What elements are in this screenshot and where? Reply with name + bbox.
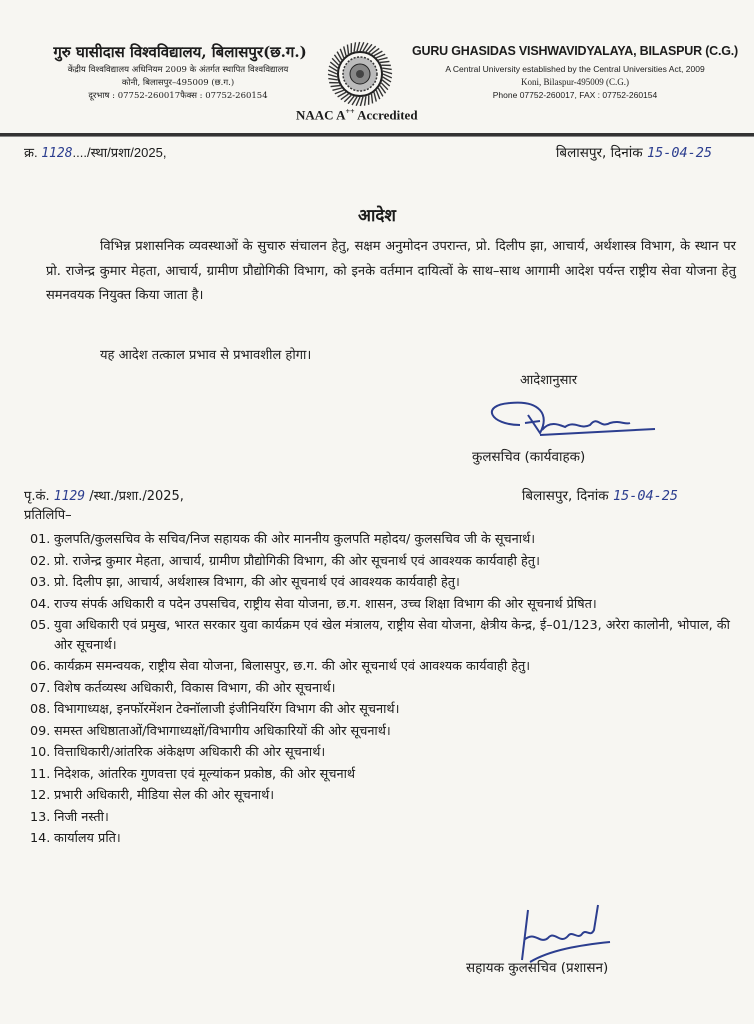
list-item: 08. विभागाध्यक्ष, इनफॉरमेंशन टेक्नॉलाजी इंजीनियरिंग विभाग की ओर सूचनार्थ। [30, 702, 400, 717]
hindi-act-line: केंद्रीय विश्वविद्यालय अधिनियम 2009 के अंतर्गत स्थापित विश्वविद्यालय [67, 65, 289, 75]
list-item: 12. प्रभारी अधिकारी, मीडिया सेल की ओर सूचनार्थ। [30, 788, 275, 803]
copy-label: प्रतिलिपि– [24, 508, 72, 523]
english-act-line: A Central University established by the Central Universities Act, 2009 [445, 64, 705, 74]
university-emblem-icon [327, 41, 393, 107]
list-item: 11. निदेशक, आंतरिक गुणवत्ता एवं मूल्यांकन प्रकोष्ठ, की ओर सूचनार्थ [30, 766, 356, 782]
order-effect: यह आदेश तत्काल प्रभाव से प्रभावशील होगा। [100, 348, 312, 363]
order-reference: क्र. 1128..../स्था/प्रशा/2025, [24, 145, 167, 161]
copy-list [30, 530, 730, 851]
list-item: 13. निजी नस्ती। [30, 809, 109, 825]
english-address-line: Koni, Bilaspur-495009 (C.G.) [520, 77, 630, 87]
list-item: 06. कार्यक्रम समन्वयक, राष्ट्रीय सेवा योजना, बिलासपुर, छ.ग. की ओर सूचनार्थ एवं आवश्यक कार्यवाही हेतु। [30, 659, 531, 674]
english-phone-line: Phone 07752-260017, FAX : 07752-260154 [492, 90, 658, 100]
order-body: विभिन्न प्रशासनिक व्यवस्थाओं के सुचारु संचालन हेतु, सक्षम अनुमोदन उपरान्त, प्रो. दिलीप झा, आचार्य, अर्थशास्त्र विभाग, के स्थान पर प्रो. राजेन्द्र कुमार मेहता, आचार्य, ग्रामीण प्रौद्योगिकी विभाग, को इनके वर्तमान दायित्वों के साथ–साथ आगामी आदेश पर्यन्त राष्ट्रीय सेवा योजना हेतु समनवयक नियुक्त किया जाता है। [46, 239, 736, 303]
list-item: 02. प्रो. राजेन्द्र कुमार मेहता, आचार्य, ग्रामीण प्रौद्योगिकी विभाग, की ओर सूचनार्थ एवं आवश्यक कार्यवाही हेतु। [30, 553, 540, 569]
endorsement-date: 15-04-25 [612, 488, 678, 504]
header-divider [0, 133, 754, 136]
registrar-signature [480, 395, 660, 445]
registrar-designation: कुलसचिव (कार्यवाहक) [472, 449, 586, 465]
order-title: आदेश [358, 206, 396, 226]
hindi-address-line: कोनी, बिलासपुर–495009 (छ.ग.) [121, 78, 235, 88]
order-date: 15-04-25 [646, 145, 712, 161]
list-item: 01. कुलपति/कुलसचिव के सचिव/निज सहायक की ओर माननीय कुलपति महोदय/ कुलसचिव जी के सूचनार्थ। [30, 532, 536, 547]
endorsement-number: 1129 [53, 489, 86, 504]
list-item: 05. युवा अधिकारी एवं प्रमुख, भारत सरकार युवा कार्यक्रम एवं खेल मंत्रालय, राष्ट्रीय सेवा योजना, क्षेत्रीय केन्द्र, ई–01/123, अरेरा कालोनी, भोपाल, की ओर सूचनार्थ। [30, 618, 730, 653]
list-item: 10. वित्ताधिकारी/आंतरिक अंकेक्षण अधिकारी की ओर सूचनार्थ। [30, 745, 326, 760]
assistant-registrar-designation: सहायक कुलसचिव (प्रशासन) [466, 960, 609, 976]
by-order-label: आदेशानुसार [520, 373, 578, 388]
list-item: 09. समस्त अधिष्ठाताओं/विभागाध्यक्षों/विभागीय अधिकारियों की ओर सूचनार्थ। [30, 723, 391, 739]
endorsement-reference: पृ.कं. 1129 /स्था./प्रशा./2025, [24, 489, 184, 504]
list-item: 03. प्रो. दिलीप झा, आचार्य, अर्थशास्त्र विभाग, की ओर सूचनार्थ एवं आवश्यक कार्यवाही हेतु। [30, 575, 460, 590]
order-dateline: बिलासपुर, दिनांक 15-04-25 [555, 145, 712, 161]
hindi-university-name: गुरु घासीदास विश्वविद्यालय, बिलासपुर(छ.ग.) [53, 43, 307, 61]
list-item: 07. विशेष कर्तव्यस्थ अधिकारी, विकास विभाग, की ओर सूचनार्थ। [30, 680, 336, 696]
list-item: 04. राज्य संपर्क अधिकारी व पदेन उपसचिव, राष्ट्रीय सेवा योजना, छ.ग. शासन, उच्च शिक्षा विभाग की ओर सूचनार्थ प्रेषित। [30, 596, 597, 612]
order-number: 1128 [41, 146, 73, 161]
naac-accreditation: NAAC A++ Accredited [296, 107, 418, 123]
endorsement-dateline: बिलासपुर, दिनांक 15-04-25 [521, 488, 678, 504]
hindi-phone-line: दूरभाष : 07752-260017फैक्स : 07752-260154 [88, 91, 268, 101]
english-university-name: GURU GHASIDAS VISHWAVIDYALAYA, BILASPUR (C.G.) [411, 44, 739, 58]
list-item: 14. कार्यालय प्रति। [30, 831, 121, 846]
